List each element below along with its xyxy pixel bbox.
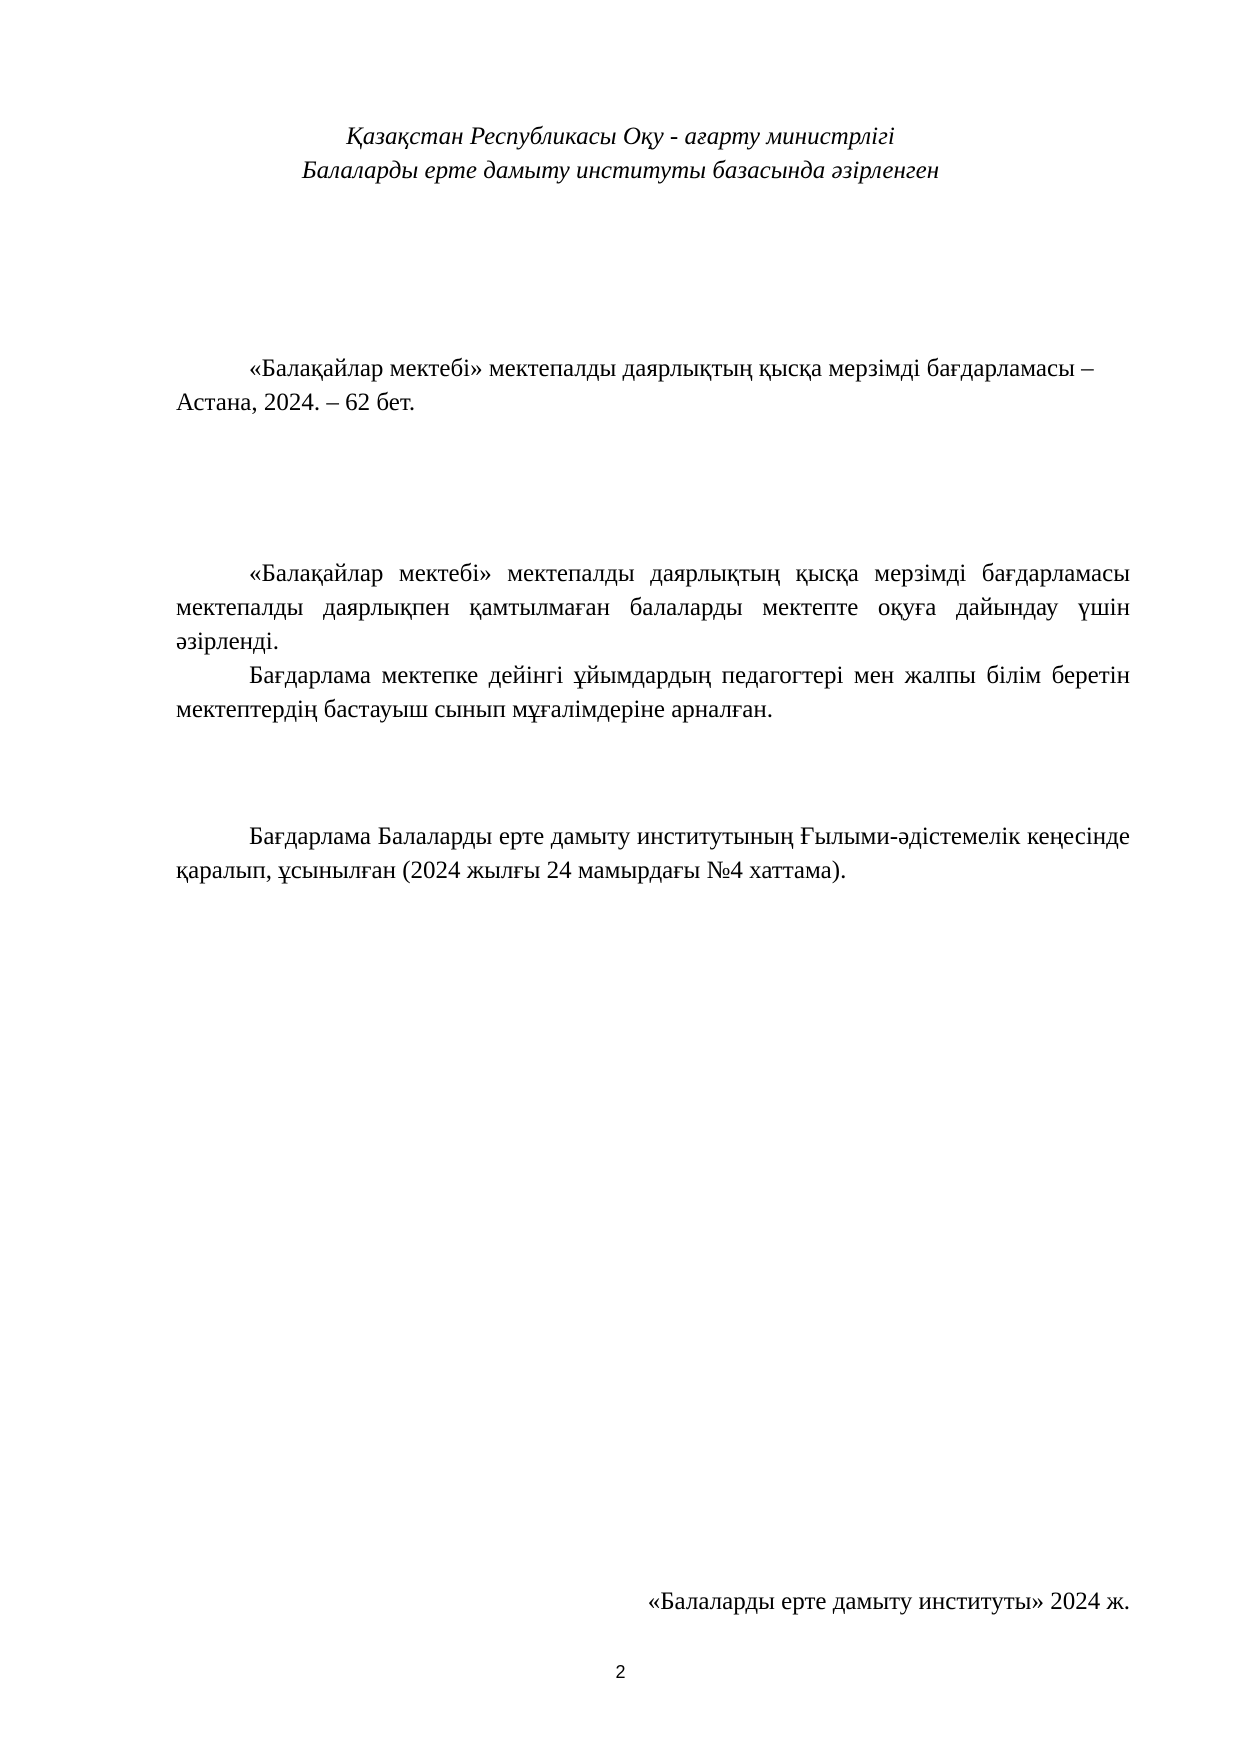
citation-text: «Балақайлар мектебі» мектепалды даярлықтың қысқа мерзімді бағдарламасы – Астана, 2024. – 62 бет.	[176, 355, 1094, 416]
approval-block	[176, 820, 1130, 888]
approval-text: Бағдарлама Балаларды ерте дамыту институтының Ғылыми-әдістемелік кеңесінде қаралып, ұсынылған (2024 жылғы 24 мамырдағы №4 хаттама).	[176, 823, 1130, 884]
page-number: 2	[615, 1662, 626, 1682]
audience-paragraph: Бағдарлама мектепке дейінгі ұйымдардың педагогтері мен жалпы білім беретін мектептердің бастауыш сынып мұғалімдеріне арналған.	[176, 662, 1130, 723]
publisher-line: «Балаларды ерте дамыту институты» 2024 ж.	[647, 1588, 1130, 1615]
ministry-name: Қазақстан Республикасы Оқу - ағарту министрлігі	[346, 123, 895, 150]
abstract-block	[176, 557, 1130, 727]
document-header	[0, 120, 1241, 188]
abstract-paragraph: «Балақайлар мектебі» мектепалды даярлықтың қысқа мерзімді бағдарламасы мектепалды даярлықпен қамтылмаған балаларды мектепте оқуға дайындау үшін әзірленді.	[176, 560, 1130, 655]
institute-developed-note: Балаларды ерте дамыту институты базасында әзірленген	[301, 157, 940, 184]
citation-block	[176, 352, 1130, 420]
